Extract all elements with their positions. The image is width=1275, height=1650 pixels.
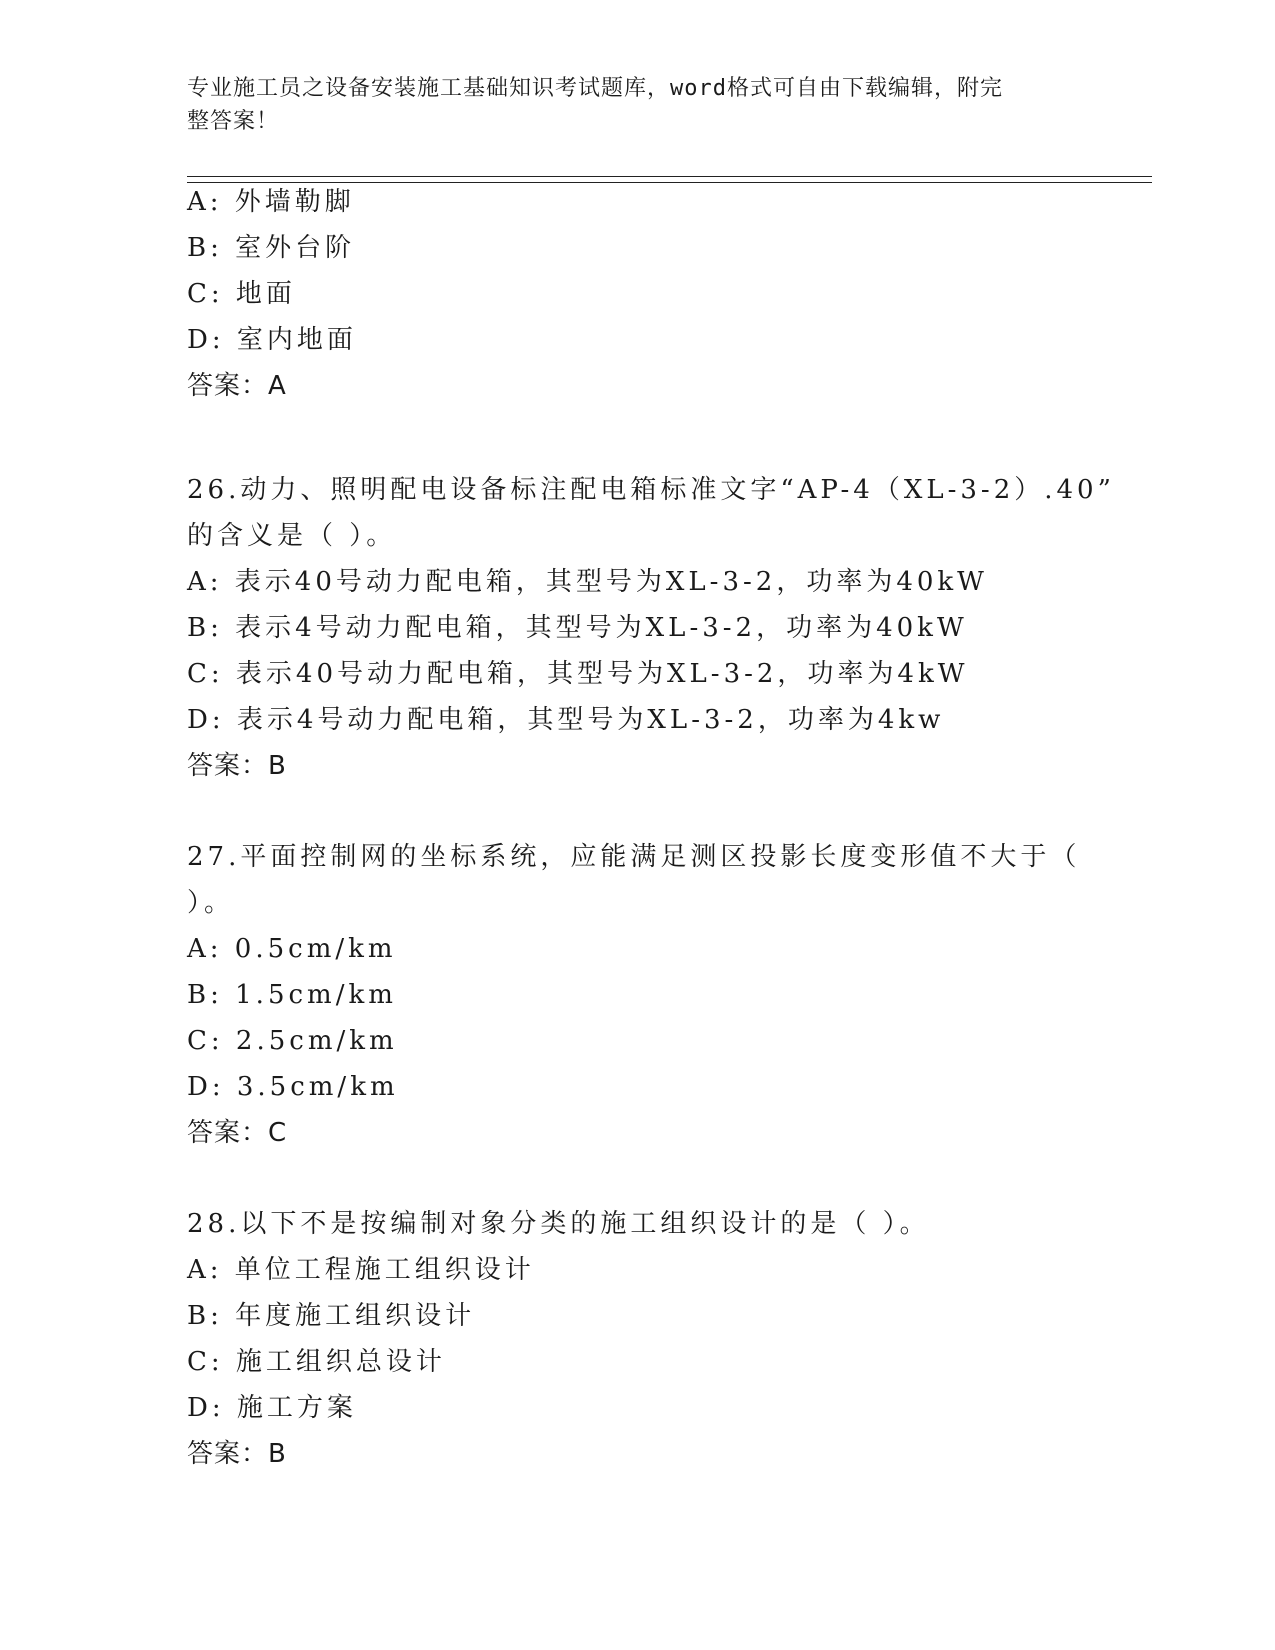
option-c: C: 施工组织总设计 <box>187 1347 446 1377</box>
header-line-1: 专业施工员之设备安装施工基础知识考试题库，word格式可自由下载编辑，附完 <box>187 76 1003 101</box>
question-text-line-1: 28.以下不是按编制对象分类的施工组织设计的是（ ）。 <box>187 1209 930 1239</box>
question-text-line-1: 27.平面控制网的坐标系统，应能满足测区投影长度变形值不大于（ <box>187 842 1081 872</box>
header-divider-top <box>187 176 1152 177</box>
question-text-line-1: 26.动力、照明配电设备标注配电箱标准文字“AP-4（XL-3-2）.40” <box>187 475 1115 505</box>
option-a: A: 单位工程施工组织设计 <box>187 1255 535 1285</box>
option-a: A: 0.5cm/km <box>187 934 397 964</box>
option-d: D: 室内地面 <box>187 325 357 355</box>
answer: 答案：C <box>187 1118 288 1148</box>
option-c: C: 2.5cm/km <box>187 1026 398 1056</box>
answer: 答案：A <box>187 371 287 401</box>
option-b: B: 1.5cm/km <box>187 980 397 1010</box>
option-b: B: 年度施工组织设计 <box>187 1301 476 1331</box>
header-line-2: 整答案！ <box>187 109 280 134</box>
question-25 <box>187 179 1087 409</box>
option-b: B: 室外台阶 <box>187 233 356 263</box>
option-d: D: 施工方案 <box>187 1393 357 1423</box>
answer: 答案：B <box>187 1439 287 1469</box>
document-header <box>187 72 1087 138</box>
question-26 <box>187 467 1115 789</box>
option-c: C: 地面 <box>187 279 296 309</box>
answer: 答案：B <box>187 751 287 781</box>
question-27 <box>187 834 1087 1156</box>
option-a: A: 表示40号动力配电箱，其型号为XL-3-2，功率为40kW <box>187 567 988 597</box>
question-text-line-2: 的含义是（ ）。 <box>187 521 397 551</box>
question-text-line-2: ）。 <box>187 888 235 918</box>
question-28 <box>187 1201 1087 1477</box>
option-b: B: 表示4号动力配电箱，其型号为XL-3-2，功率为40kW <box>187 613 968 643</box>
option-c: C: 表示40号动力配电箱，其型号为XL-3-2，功率为4kW <box>187 659 969 689</box>
option-a: A: 外墙勒脚 <box>187 187 355 217</box>
option-d: D: 表示4号动力配电箱，其型号为XL-3-2，功率为4kw <box>187 705 945 735</box>
option-d: D: 3.5cm/km <box>187 1072 399 1102</box>
